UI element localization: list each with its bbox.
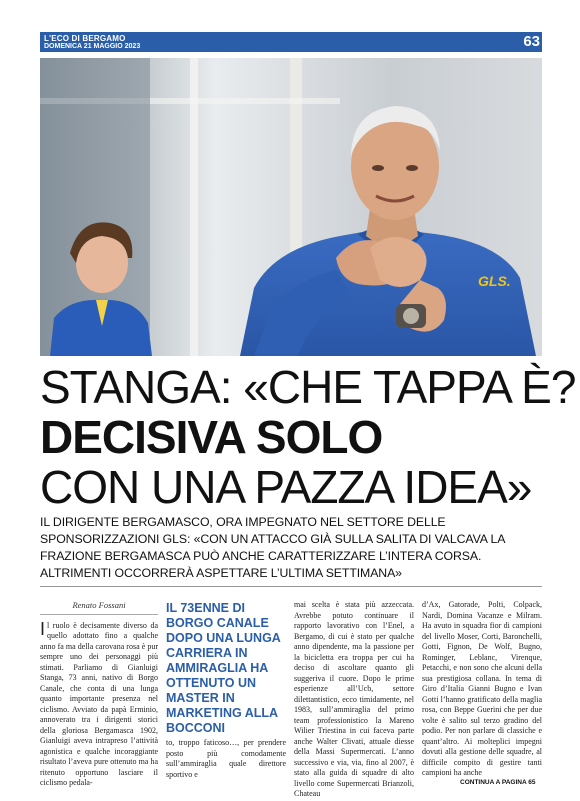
column-2-text: to, troppo faticoso…, per prendere posto più comodamente sull’ammiraglia quale direttore sportivo e (166, 738, 286, 779)
article-column-4 (422, 600, 542, 779)
headline-line-3: CON UNA PAZZA IDEA» (40, 461, 532, 513)
article-photo (40, 58, 542, 356)
newspaper-name: L'ECO DI BERGAMO (44, 34, 126, 43)
subheadline: IL DIRIGENTE BERGAMASCO, ORA IMPEGNATO NEL SETTORE DELLE SPONSORIZZAZIONI GLS: «CON UN ATTACCO GIÀ SULLA SALITA DI VALCAVA LA FRAZIONE BERGAMASCA PUÒ ANCHE CARATTERIZZARE L’INTERA CORSA. ALTRIMENTI OCCORRERÀ ASPETTARE L’ULTIMA SETTIMANA» (40, 515, 505, 580)
gls-logo: GLS. (478, 273, 511, 289)
article-column-3 (294, 600, 414, 800)
page-header (40, 32, 542, 52)
article-column-1 (40, 600, 158, 789)
page-number: 63 (523, 33, 540, 50)
article-column-2 (166, 738, 286, 780)
divider (40, 586, 542, 587)
byline-rule (40, 614, 158, 615)
pull-quote: IL 73ENNE DI BORGO CANALE DOPO UNA LUNGA CARRIERA IN AMMIRAGLIA HA OTTENUTO UN MASTER IN MARKETING ALLA BOCCONI (166, 601, 281, 735)
photo-illustration (40, 58, 542, 356)
headline-line-1: STANGA: «CHE TAPPA È? (40, 361, 576, 413)
column-3-text: mai scelta è stata più azzeccata. Avrebbe potuto continuare il rapporto lavorativo con l’Enel, a Bergamo, di cui è stato per qualche anno dipendente, ma la passione per la bicicletta era troppa per cui ha deciso di ascoltare quanto gli suggeriva il cuore. Dopo le prime esperienze all’Ucb, settore dilettantistico, ecco timidamente, nel 1983, sull’ammiraglia del primo team professionistico la Mareno Wilier Triestina in cui faceva parte anche Walter Clivati, attuale diesse della Massi Supermercati. L’anno successivo e via, via, fino al 2007, è stato alla guida di squadre di alto livello come Supermercati Brianzoli, Chateau (294, 600, 414, 798)
headline-line-2: DECISIVA SOLO (40, 411, 383, 463)
continued-link[interactable]: CONTINUA A PAGINA 65 (460, 779, 536, 786)
issue-date: DOMENICA 21 MAGGIO 2023 (44, 43, 141, 50)
author-byline: Renato Fossani (72, 600, 126, 610)
headline (40, 361, 576, 513)
column-4-text: d’Ax, Gatorade, Polti, Colpack, Nardi, Domina Vacanze e Milram. Ha avuto in squadra fior di campioni del livello Moser, Corti, Baronchelli, Gotti, Fignon, De Wolf, Bugno, Rominger, Leblanc, Virenque, Petacchi, e non sono che alcuni della sua prestigiosa collana. In tema di Giro d’Italia Gianni Bugno e Ivan Gotti l’hanno gratificato della maglia rosa, con Beppe Guerini che per due volte è salito sul terzo gradino del podio. Per non parlare di classiche e quant’altro. Ai molteplici impegni dovuti alla gestione delle squadre, al difficile compito di gestire tanti campioni ha anche (422, 600, 542, 777)
drop-cap: I (40, 618, 46, 639)
column-1-text: l ruolo è decisamente diverso da quello adottato fino a qualche anno fa ma della carovana rosa è pur sempre uno dei personaggi più stimati. Parliamo di Gianluigi Stanga, 73 anni, nativo di Borgo Canale, che conta di una lunga quanto importante presenza nel ciclismo. Avviato da papà Erminio, annoverato tra i dirigenti storici della gloriosa Bergamasca 1902, Gianluigi aveva intrapreso l’attività agonistica e qualche incoraggiante risultato l’aveva pure ottenuto ma ha ritenuto opportuno lasciare il ciclismo pedala- (40, 620, 158, 787)
